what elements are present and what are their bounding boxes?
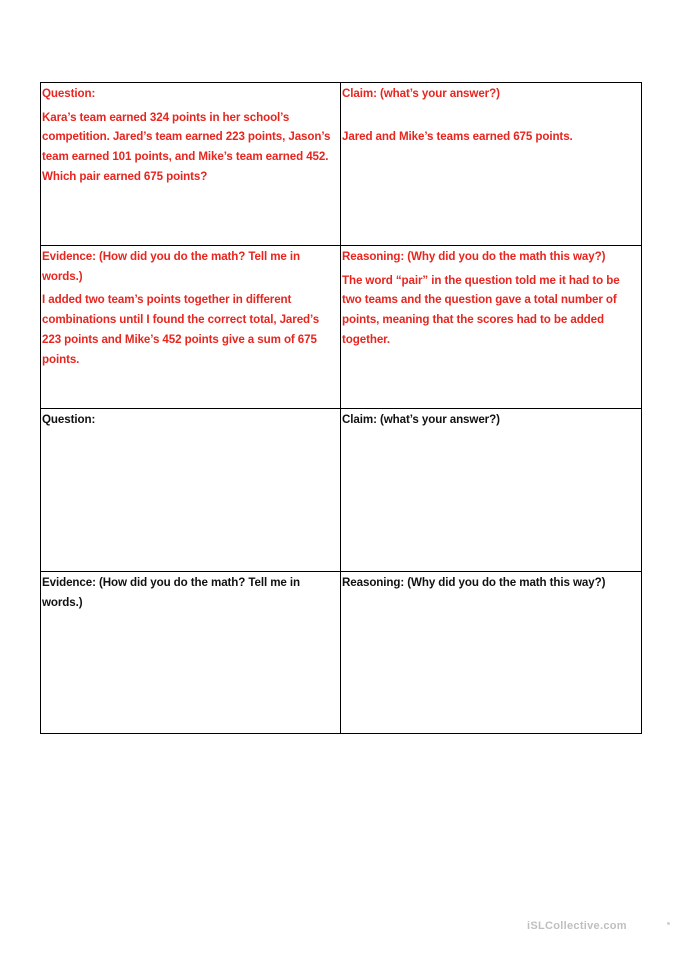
example-reasoning-text: The word “pair” in the question told me it had to be two teams and the question gave a total number of points, meaning that the scores had to be added together.	[342, 273, 620, 346]
watermark-dot	[667, 922, 670, 925]
islcollective-watermark: iSLCollective.com	[527, 920, 627, 932]
example-claim-text: Jared and Mike’s teams earned 675 points.	[342, 129, 573, 143]
example-reasoning-cell	[341, 246, 642, 409]
example-evidence-text: I added two team’s points together in different combinations until I found the correct total, Jared’s 223 points and Mike’s 452 points give a sum of 675 points.	[42, 293, 320, 366]
blank-evidence-heading: Evidence: (How did you do the math? Tell me in words.)	[42, 576, 300, 609]
example-question-cell	[41, 83, 341, 246]
blank-claim-cell	[341, 409, 642, 572]
example-claim-heading: Claim: (what’s your answer?)	[342, 87, 500, 100]
blank-question-cell	[41, 409, 341, 572]
cer-worksheet-grid	[40, 82, 642, 734]
blank-evidence-cell	[41, 572, 341, 734]
example-question-text: Kara’s team earned 324 points in her school’s competition. Jared’s team earned 223 points, Jason’s team earned 101 points, and Mike’s team earned 452. Which pair earned 675 points?	[42, 110, 331, 183]
blank-reasoning-heading: Reasoning: (Why did you do the math this way?)	[342, 576, 606, 589]
example-claim-cell	[341, 83, 642, 246]
example-evidence-heading: Evidence: (How did you do the math? Tell me in words.)	[42, 250, 300, 283]
blank-question-heading: Question:	[42, 413, 96, 426]
example-question-heading: Question:	[42, 87, 96, 100]
blank-reasoning-cell	[341, 572, 642, 734]
blank-claim-heading: Claim: (what’s your answer?)	[342, 413, 500, 426]
example-evidence-cell	[41, 246, 341, 409]
example-reasoning-heading: Reasoning: (Why did you do the math this way?)	[342, 250, 606, 263]
